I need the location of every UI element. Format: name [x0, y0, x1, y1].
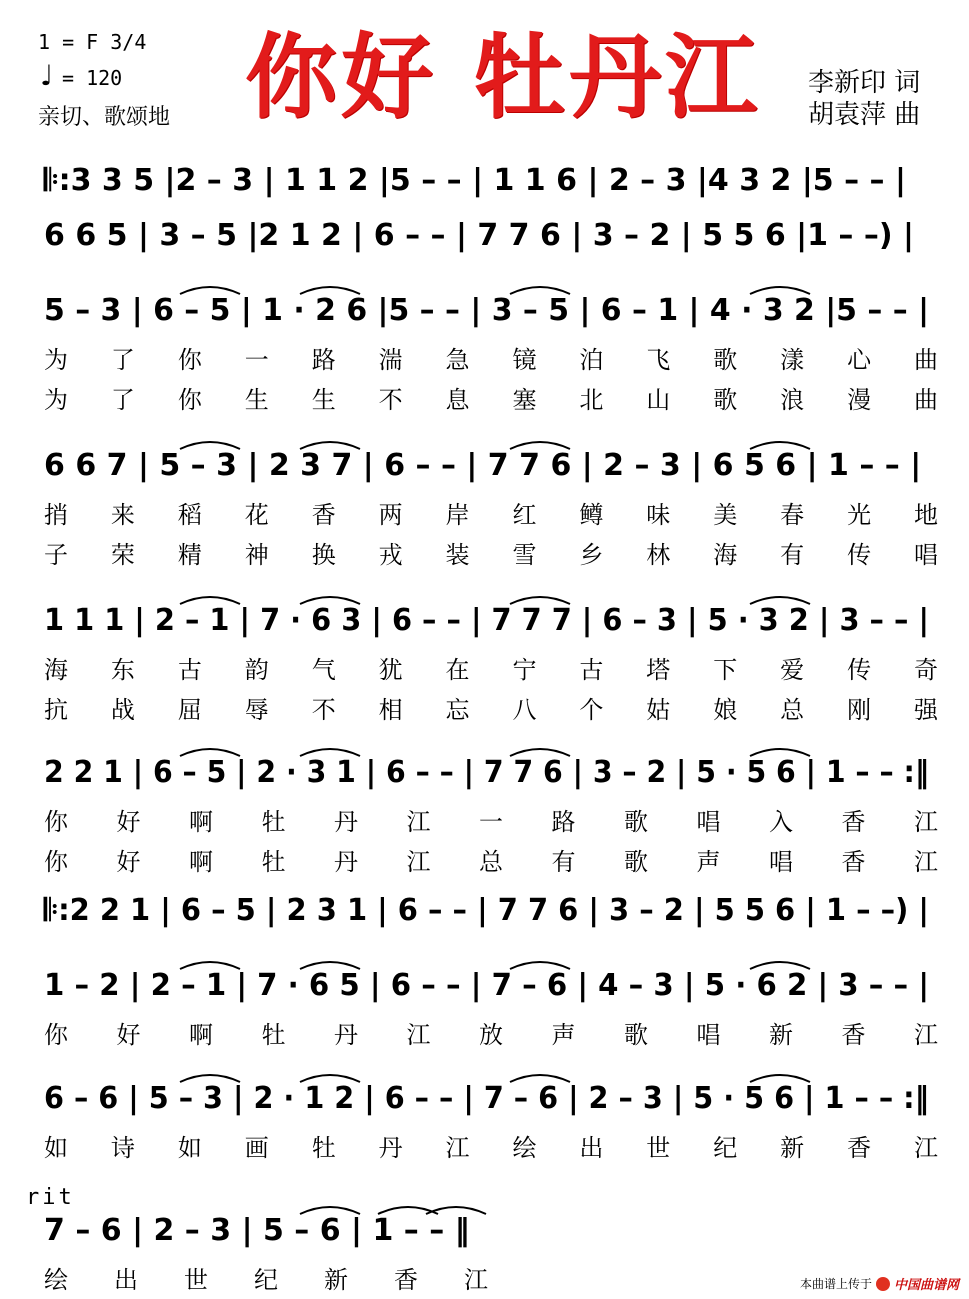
lyric-row [0, 650, 969, 684]
lyric-row [0, 495, 969, 529]
lyric-char: 来 [110, 501, 135, 529]
lyric-char: 新 [780, 1134, 805, 1162]
lyric-char: 江 [914, 848, 938, 876]
lyric-char: 歌 [713, 386, 738, 414]
lyric-char: 丹 [334, 808, 358, 836]
lyric-char: 一 [244, 346, 269, 374]
lyric-char: 犹 [378, 656, 403, 684]
lyric-char: 路 [311, 346, 336, 374]
lyric-char: 鳟 [579, 501, 604, 529]
lyric-char: 宁 [512, 656, 537, 684]
lyric-char: 红 [512, 501, 537, 529]
notation-text: 6 6 5 | 3 – 5 |2 1 2 | 6 – – | 7 7 6 | 3 – 2 | 5 5 6 |1 – –) | [44, 218, 914, 253]
lyric-char: 香 [311, 501, 336, 529]
footer-text: 本曲谱上传于 [799, 1277, 872, 1291]
lyric-char: 香 [847, 1134, 872, 1162]
score-line-svg [0, 590, 969, 654]
lyric-char: 你 [44, 808, 68, 836]
lyric-char: 捎 [44, 501, 68, 529]
lyric-char: 急 [445, 346, 470, 374]
lyric-char: 荣 [110, 541, 135, 569]
lyric-char: 江 [914, 1021, 938, 1049]
score-line [0, 1068, 969, 1132]
notation-text: 5 – 3 | 6 – 5 | 1 · 2 6 |5 – – | 3 – 5 | 6 – 1 | 4 · 3 2 |5 – – | [44, 293, 929, 328]
lyric-row [0, 380, 969, 414]
lyric-char: 江 [406, 1021, 431, 1049]
lyric-char: 生 [244, 386, 269, 414]
lyric-char: 戎 [378, 541, 403, 569]
lyric-char: 歌 [713, 346, 738, 374]
score-line [0, 590, 969, 654]
lyric-char: 江 [406, 808, 431, 836]
lyric-char: 雪 [512, 541, 537, 569]
lyric-char: 塞 [512, 386, 537, 414]
lyric-char: 海 [44, 656, 68, 684]
lyric-char: 为 [44, 346, 68, 374]
lyric-char: 春 [780, 501, 805, 529]
lyric-char: 乡 [579, 541, 604, 569]
lyric-char: 爱 [780, 656, 805, 684]
score-line-svg [0, 280, 969, 344]
footer [800, 1274, 959, 1293]
lyric-char: 生 [311, 386, 336, 414]
lyric-char: 光 [847, 501, 872, 529]
lyric-char: 曲 [914, 346, 938, 374]
lyric-char: 画 [244, 1134, 269, 1162]
lyric-char: 江 [406, 848, 431, 876]
score-line-svg [0, 880, 969, 944]
lyric-char: 传 [847, 541, 872, 569]
lyric-char: 牡 [261, 848, 286, 876]
lyric-char: 啊 [189, 1021, 213, 1049]
lyric-char: 江 [464, 1266, 488, 1294]
notation-text: 6 – 6 | 5 – 3 | 2 · 1 2 | 6 – – | 7 – 6 | 2 – 3 | 5 · 5 6 | 1 – – :‖ [44, 1081, 929, 1116]
notation-text: 7 – 6 | 2 – 3 | 5 – 6 | 1 – – ‖ [44, 1213, 470, 1248]
lyric-char: 换 [311, 541, 336, 569]
ritardando-mark: rit [26, 1185, 75, 1210]
lyric-char: 江 [445, 1134, 470, 1162]
lyric-row [0, 1128, 969, 1162]
lyric-char: 子 [44, 541, 68, 569]
lyric-char: 北 [579, 386, 604, 414]
lyric-char: 江 [914, 808, 938, 836]
lyric-char: 香 [841, 1021, 866, 1049]
lyric-char: 歌 [624, 848, 648, 876]
tempo-value: = 120 [62, 66, 123, 90]
score-line-svg [0, 955, 969, 1019]
expression-mark: 亲切、歌颂地 [38, 105, 171, 130]
lyric-char: 镜 [512, 346, 537, 374]
lyric-char: 古 [177, 656, 202, 684]
lyric-char: 唱 [696, 808, 721, 836]
score-line [0, 435, 969, 499]
lyric-char: 丹 [378, 1134, 403, 1162]
lyric-char: 牡 [311, 1134, 336, 1162]
notation-text: 𝄆:3 3 5 |2 – 3 | 1 1 2 |5 – – | 1 1 6 | 2 – 3 |4 3 2 |5 – – | [44, 163, 906, 198]
lyric-char: 纪 [713, 1134, 738, 1162]
lyric-char: 强 [914, 696, 938, 724]
lyric-char: 丹 [334, 848, 358, 876]
lyric-char: 有 [780, 541, 805, 569]
lyric-char: 息 [445, 386, 470, 414]
lyric-char: 刚 [847, 696, 872, 724]
lyric-char: 东 [110, 656, 135, 684]
lyric-char: 传 [847, 656, 872, 684]
score-line [0, 742, 969, 806]
lyric-char: 新 [769, 1021, 793, 1049]
score-line [0, 955, 969, 1019]
lyric-char: 新 [324, 1266, 348, 1294]
key-signature: 1 = F 3/4 [38, 30, 147, 54]
lyric-char: 抗 [44, 696, 68, 724]
lyric-row [0, 690, 969, 724]
lyric-char: 你 [177, 386, 202, 414]
lyric-char: 漫 [847, 386, 872, 414]
lyric-char: 绘 [44, 1266, 68, 1294]
lyric-char: 下 [713, 656, 738, 684]
lyric-char: 歌 [624, 808, 648, 836]
lyric-char: 放 [479, 1021, 503, 1049]
lyric-char: 地 [914, 501, 938, 529]
lyric-char: 香 [841, 808, 866, 836]
lyric-char: 浪 [780, 386, 805, 414]
lyric-char: 世 [646, 1134, 671, 1162]
lyric-char: 了 [110, 346, 135, 374]
lyric-row [0, 802, 969, 836]
quarter-note-icon: ♩ [40, 59, 54, 92]
lyric-char: 神 [244, 541, 269, 569]
lyric-char: 啊 [189, 848, 213, 876]
lyric-char: 唱 [769, 848, 793, 876]
score-line-svg [0, 205, 969, 269]
lyric-char: 海 [713, 541, 738, 569]
lyric-char: 在 [445, 656, 470, 684]
lyric-char: 如 [44, 1134, 68, 1162]
lyric-char: 岸 [445, 501, 470, 529]
notation-text: 2 2 1 | 6 – 5 | 2 · 3 1 | 6 – – | 7 7 6 | 3 – 2 | 5 · 5 6 | 1 – – :‖ [44, 755, 929, 790]
lyric-char: 出 [579, 1134, 604, 1162]
lyric-char: 味 [646, 501, 671, 529]
lyric-char: 入 [769, 808, 793, 836]
lyric-char: 啊 [189, 808, 213, 836]
lyric-char: 花 [244, 501, 269, 529]
lyric-char: 你 [44, 1021, 68, 1049]
lyric-char: 总 [479, 848, 503, 876]
lyric-char: 不 [311, 696, 336, 724]
notation-text: 6 6 7 | 5 – 3 | 2 3 7 | 6 – – | 7 7 6 | 2 – 3 | 6 5 6 | 1 – – | [44, 448, 922, 483]
lyric-char: 八 [512, 696, 537, 724]
lyric-char: 相 [378, 696, 403, 724]
lyric-char: 韵 [244, 656, 269, 684]
lyric-char: 绘 [512, 1134, 537, 1162]
lyric-char: 飞 [646, 346, 671, 374]
lyric-char: 你 [44, 848, 68, 876]
lyric-char: 湍 [378, 346, 403, 374]
lyric-row [0, 1015, 969, 1049]
lyric-row [0, 535, 969, 569]
lyric-char: 世 [184, 1266, 208, 1294]
lyric-row [0, 842, 969, 876]
composer-credit: 胡袁萍 曲 [808, 100, 921, 130]
lyric-char: 娘 [713, 696, 738, 724]
notation-text: 1 1 1 | 2 – 1 | 7 · 6 3 | 6 – – | 7 7 7 | 6 – 3 | 5 · 3 2 | 3 – – | [44, 603, 929, 638]
lyric-char: 总 [780, 696, 805, 724]
lyric-char: 战 [110, 696, 135, 724]
score-line [0, 205, 969, 269]
song-title: 你好 牡丹江 [245, 24, 762, 131]
lyric-char: 装 [445, 541, 470, 569]
lyric-char: 美 [713, 501, 738, 529]
notation-text: 1 – 2 | 2 – 1 | 7 · 6 5 | 6 – – | 7 – 6 | 4 – 3 | 5 · 6 2 | 3 – – | [44, 968, 929, 1003]
lyric-char: 气 [311, 656, 336, 684]
lyric-char: 漾 [780, 346, 805, 374]
score-line-svg [0, 1200, 969, 1264]
score-line [0, 280, 969, 344]
lyric-char: 奇 [914, 656, 938, 684]
score-line-svg [0, 742, 969, 806]
lyric-char: 两 [378, 501, 403, 529]
lyric-char: 牡 [261, 1021, 286, 1049]
lyric-char: 纪 [254, 1266, 278, 1294]
lyric-char: 出 [114, 1266, 138, 1294]
lyric-char: 了 [110, 386, 135, 414]
lyric-char: 江 [914, 1134, 938, 1162]
lyric-char: 林 [646, 541, 671, 569]
lyric-char: 一 [479, 808, 503, 836]
lyric-char: 丹 [334, 1021, 358, 1049]
lyric-char: 忘 [445, 696, 470, 724]
score-line-svg [0, 435, 969, 499]
lyric-char: 有 [551, 848, 576, 876]
lyric-char: 唱 [914, 541, 938, 569]
notation-text: 𝄆:2 2 1 | 6 – 5 | 2 3 1 | 6 – – | 7 7 6 | 3 – 2 | 5 5 6 | 1 – –) | [43, 893, 929, 928]
lyric-char: 香 [841, 848, 866, 876]
site-name[interactable]: 中国曲谱网 [893, 1278, 959, 1293]
lyric-char: 路 [551, 808, 576, 836]
lyric-char: 歌 [624, 1021, 648, 1049]
lyric-char: 声 [551, 1021, 576, 1049]
lyric-char: 个 [579, 696, 604, 724]
lyric-char: 山 [646, 386, 671, 414]
lyric-char: 好 [116, 808, 141, 836]
site-logo-icon [876, 1277, 890, 1291]
lyric-char: 如 [177, 1134, 202, 1162]
lyric-char: 屈 [177, 696, 202, 724]
lyric-char: 古 [579, 656, 604, 684]
lyric-char: 不 [378, 386, 403, 414]
lyric-char: 唱 [696, 1021, 721, 1049]
lyric-char: 好 [116, 848, 141, 876]
lyric-char: 香 [394, 1266, 418, 1294]
lyricist-credit: 李新印 词 [808, 68, 921, 98]
lyric-char: 精 [177, 541, 202, 569]
lyric-char: 诗 [110, 1134, 135, 1162]
lyric-char: 曲 [914, 386, 938, 414]
lyric-char: 泊 [579, 346, 604, 374]
lyric-char: 声 [696, 848, 721, 876]
lyric-char: 姑 [646, 696, 671, 724]
score-line [0, 880, 969, 944]
lyric-char: 你 [177, 346, 202, 374]
lyric-char: 心 [847, 346, 872, 374]
lyric-char: 稻 [177, 501, 202, 529]
lyric-char: 塔 [646, 656, 671, 684]
lyric-char: 为 [44, 386, 68, 414]
score-line [0, 1200, 969, 1264]
lyric-char: 好 [116, 1021, 141, 1049]
lyric-char: 牡 [261, 808, 286, 836]
lyric-row [0, 340, 969, 374]
score-line-svg [0, 1068, 969, 1132]
lyric-char: 辱 [244, 696, 269, 724]
